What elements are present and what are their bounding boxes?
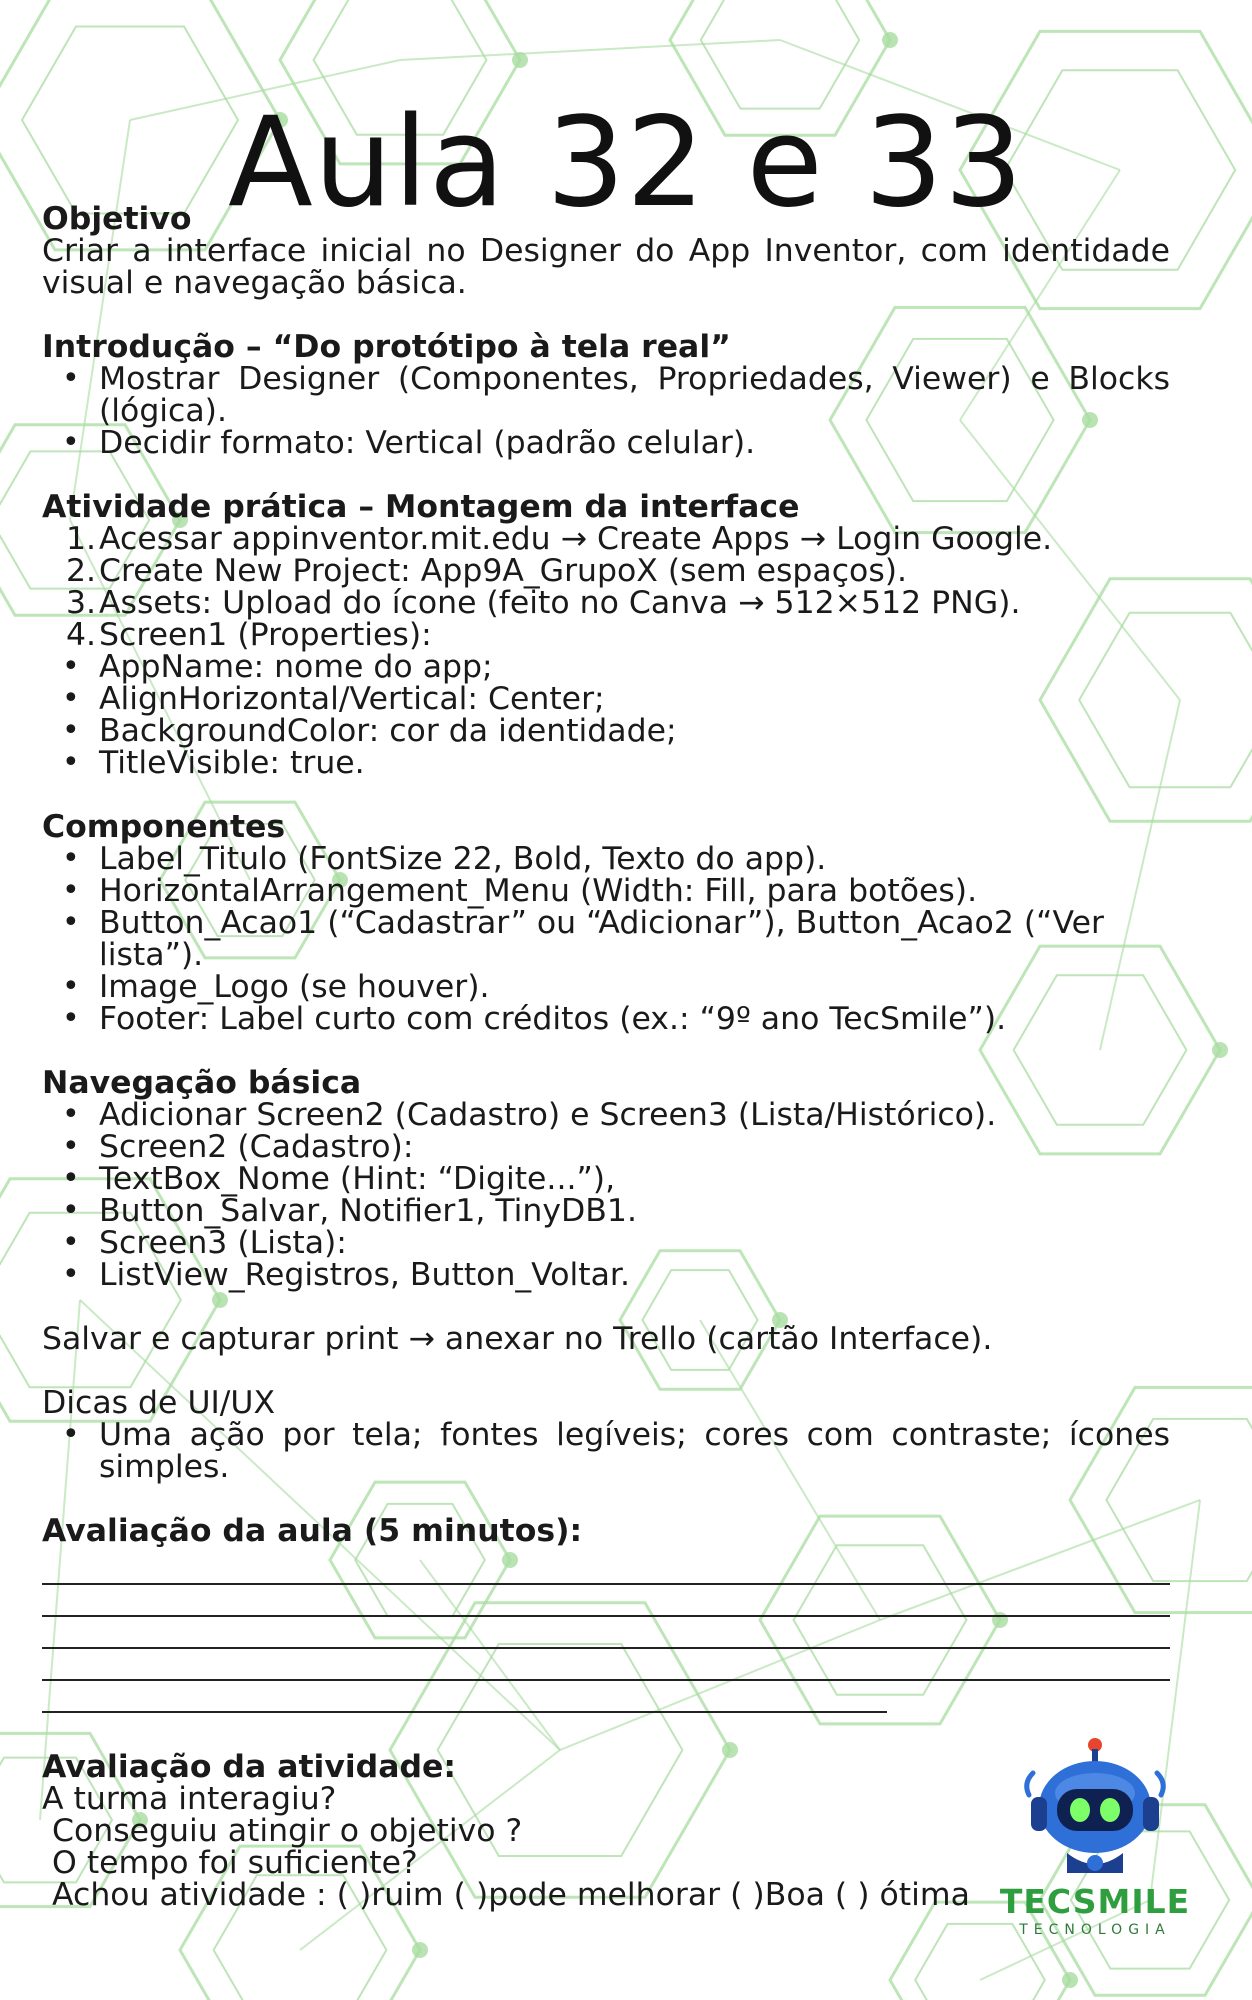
list-item [42,619,1170,651]
navegacao-list [42,1099,1170,1291]
dicas-list [42,1419,1170,1483]
answer-line[interactable] [42,1617,1170,1649]
avaliacao-line: A turma interagiu? [42,1781,337,1817]
atividade-steps [42,523,1170,651]
answer-line[interactable] [42,1649,1170,1681]
list-item [42,587,1170,619]
list-item: • Mostrar Designer (Componentes, Propriedades, Viewer) e Blocks (lógica). [42,363,1170,427]
answer-line[interactable] [42,1681,887,1713]
list-item: • Decidir formato: Vertical (padrão celular). [42,427,1170,459]
step-number: 3. [66,585,97,621]
step-number: 1. [66,521,97,557]
section-avaliacao-aula [42,1515,1170,1713]
objetivo-heading: Objetivo [42,201,192,237]
list-item: • Adicionar Screen2 (Cadastro) e Screen3 (Lista/Histórico). [42,1099,1170,1131]
step-text: Assets: Upload do ícone (feito no Canva → 512×512 PNG). [99,585,1021,621]
list-item: • TextBox_Nome (Hint: “Digite...”), [42,1163,1170,1195]
logo-name: TECSMILE [999,1882,1191,1921]
page-title: Aula 32 e 33 [228,91,1024,235]
introducao-list [42,363,1170,459]
objetivo-text: Criar a interface inicial no Designer do App Inventor, com identidade visual e navegação básica. [42,233,1170,301]
section-atividade [42,491,1170,779]
avaliacao-line: Conseguiu atingir o objetivo ? [42,1813,523,1849]
list-item: • BackgroundColor: cor da identidade; [42,715,1170,747]
list-item: • ListView_Registros, Button_Voltar. [42,1259,1170,1291]
list-item: • Label_Titulo (FontSize 22, Bold, Texto do app). [42,843,1170,875]
atividade-heading: Atividade prática – Montagem da interface [42,489,800,525]
list-item: • Screen2 (Cadastro): [42,1131,1170,1163]
avaliacao-atividade-heading: Avaliação da atividade: [42,1749,456,1785]
list-item: • AlignHorizontal/Vertical: Center; [42,683,1170,715]
salvar-text: Salvar e capturar print → anexar no Trello (cartão Interface). [42,1321,993,1357]
step-text: Acessar appinventor.mit.edu → Create Apps → Login Google. [99,521,1053,557]
robot-icon [985,1735,1205,1885]
document-body [42,203,1170,1911]
section-navegacao [42,1067,1170,1291]
avaliacao-aula-heading: Avaliação da aula (5 minutos): [42,1513,583,1549]
atividade-list [42,651,1170,779]
section-introducao [42,331,1170,459]
list-item: • HorizontalArrangement_Menu (Width: Fill, para botões). [42,875,1170,907]
section-componentes [42,811,1170,1035]
step-text: Screen1 (Properties): [99,617,432,653]
step-number: 4. [66,617,97,653]
list-item: • AppName: nome do app; [42,651,1170,683]
list-item [42,523,1170,555]
componentes-heading: Componentes [42,809,286,845]
list-item: • Button_Salvar, Notifier1, TinyDB1. [42,1195,1170,1227]
tecsmile-logo [985,1735,1205,1945]
list-item: • Footer: Label curto com créditos (ex.: “9º ano TecSmile”). [42,1003,1170,1035]
step-text: Create New Project: App9A_GrupoX (sem espaços). [99,553,908,589]
introducao-heading: Introdução – “Do protótipo à tela real” [42,329,731,365]
navegacao-heading: Navegação básica [42,1065,362,1101]
list-item: • Screen3 (Lista): [42,1227,1170,1259]
section-objetivo [42,203,1170,299]
avaliacao-line: O tempo foi suficiente? [42,1845,418,1881]
answer-lines [42,1553,1170,1713]
answer-line[interactable] [42,1585,1170,1617]
list-item: • Image_Logo (se houver). [42,971,1170,1003]
dicas-heading: Dicas de UI/UX [42,1385,276,1421]
list-item: • Uma ação por tela; fontes legíveis; cores com contraste; ícones simples. [42,1419,1170,1483]
componentes-list [42,843,1170,1035]
answer-line[interactable] [42,1553,1170,1585]
list-item: • TitleVisible: true. [42,747,1170,779]
step-number: 2. [66,553,97,589]
list-item: • Button_Acao1 (“Cadastrar” ou “Adicionar”), Button_Acao2 (“Ver lista”). [42,907,1170,971]
section-dicas [42,1387,1170,1483]
logo-subtitle: TECNOLOGIA [1019,1922,1171,1938]
avaliacao-line: Achou atividade : ( )ruim ( )pode melhorar ( )Boa ( ) ótima [42,1877,970,1913]
list-item [42,555,1170,587]
